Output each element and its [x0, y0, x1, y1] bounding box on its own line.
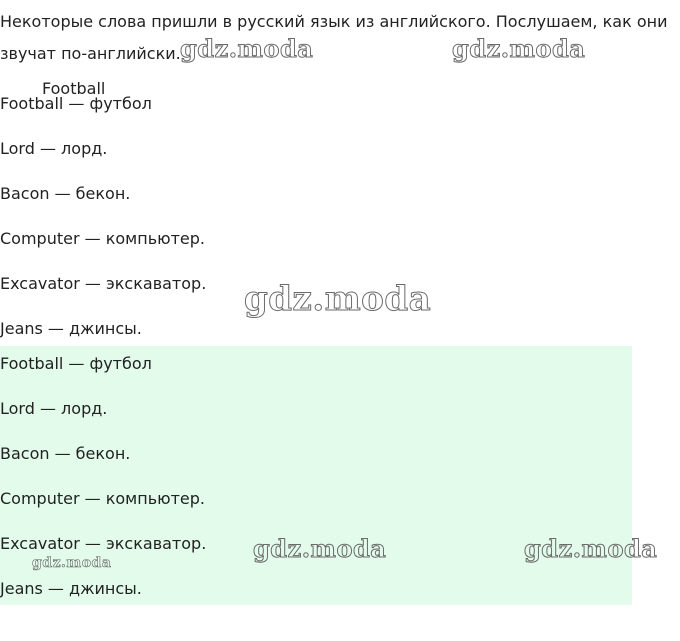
answer-pair-computer: Computer — компьютер.	[0, 489, 205, 508]
word-pair-jeans: Jeans — джинсы.	[0, 319, 142, 338]
answer-pair-excavator: Excavator — экскаватор.	[0, 534, 207, 553]
word-pair-lord: Lord — лорд.	[0, 139, 108, 158]
answer-pair-football: Football — футбол	[0, 354, 152, 373]
watermark-logo: gdz.moda	[180, 34, 314, 63]
watermark-logo: gdz.moda	[244, 279, 432, 319]
clipped-heading: Football	[42, 79, 106, 98]
answer-pair-jeans: Jeans — джинсы.	[0, 579, 142, 598]
intro-paragraph: Некоторые слова пришли в русский язык из английского. Послушаем, как они звучат по-английски.	[0, 12, 668, 63]
watermark-logo: gdz.moda	[452, 34, 586, 63]
word-pair-computer: Computer — компьютер.	[0, 229, 205, 248]
answer-pair-bacon: Bacon — бекон.	[0, 444, 131, 463]
answer-pair-lord: Lord — лорд.	[0, 399, 108, 418]
word-pair-football: Football — футбол	[0, 94, 152, 113]
answer-block	[0, 346, 632, 605]
word-pair-excavator: Excavator — экскаватор.	[0, 274, 207, 293]
word-pair-bacon: Bacon — бекон.	[0, 184, 131, 203]
